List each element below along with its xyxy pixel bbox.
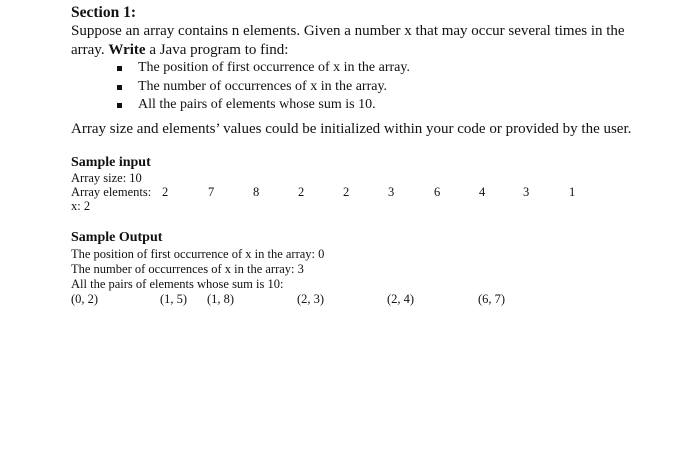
square-bullet-icon bbox=[117, 85, 122, 90]
array-element: 7 bbox=[208, 185, 215, 199]
section-title: Section 1: bbox=[71, 4, 137, 21]
bullet-text: The number of occurrences of x in the array. bbox=[138, 79, 388, 94]
bullet-text: The position of first occurrence of x in the array. bbox=[138, 60, 410, 75]
summary-text: Array size and elements’ values could be initialized within your code or provided by the user. bbox=[71, 121, 632, 137]
intro-line-2-prefix: array. bbox=[71, 42, 109, 58]
bullet-item bbox=[117, 60, 410, 76]
array-element: 1 bbox=[569, 185, 576, 199]
pair-item: (0, 2) bbox=[71, 292, 99, 306]
pair-item: (2, 3) bbox=[297, 292, 325, 306]
pair-item: (2, 4) bbox=[387, 292, 415, 306]
pair-item: (6, 7) bbox=[478, 292, 506, 306]
array-element: 2 bbox=[298, 185, 305, 199]
pair-item: (1, 5) bbox=[160, 292, 188, 306]
array-element: 8 bbox=[253, 185, 260, 199]
bullet-item bbox=[117, 97, 376, 113]
array-element: 6 bbox=[434, 185, 441, 199]
intro-line-2 bbox=[71, 41, 288, 60]
pair-item: (1, 8) bbox=[207, 292, 235, 306]
intro-line-2-suffix: a Java program to find: bbox=[145, 42, 289, 58]
sample-input-heading: Sample input bbox=[71, 155, 151, 170]
x-value-line: x: 2 bbox=[71, 199, 91, 213]
square-bullet-icon bbox=[117, 103, 122, 108]
intro-write-bold: Write bbox=[108, 42, 146, 58]
array-element: 3 bbox=[523, 185, 530, 199]
first-occurrence-line: The position of first occurrence of x in the array: 0 bbox=[71, 247, 325, 261]
occurrences-line: The number of occurrences of x in the array: 3 bbox=[71, 262, 304, 276]
array-size-line: Array size: 10 bbox=[71, 171, 142, 185]
array-element: 2 bbox=[162, 185, 169, 199]
array-element: 3 bbox=[388, 185, 395, 199]
pairs-label: All the pairs of elements whose sum is 10: bbox=[71, 277, 284, 291]
array-element: 4 bbox=[479, 185, 486, 199]
intro-line-1: Suppose an array contains n elements. Given a number x that may occur several times in the bbox=[71, 23, 625, 39]
bullet-item bbox=[117, 79, 387, 95]
bullet-text: All the pairs of elements whose sum is 10. bbox=[138, 97, 376, 112]
sample-output-heading: Sample Output bbox=[71, 230, 163, 245]
array-elements-label: Array elements: bbox=[71, 185, 152, 199]
array-element: 2 bbox=[343, 185, 350, 199]
square-bullet-icon bbox=[117, 66, 122, 71]
